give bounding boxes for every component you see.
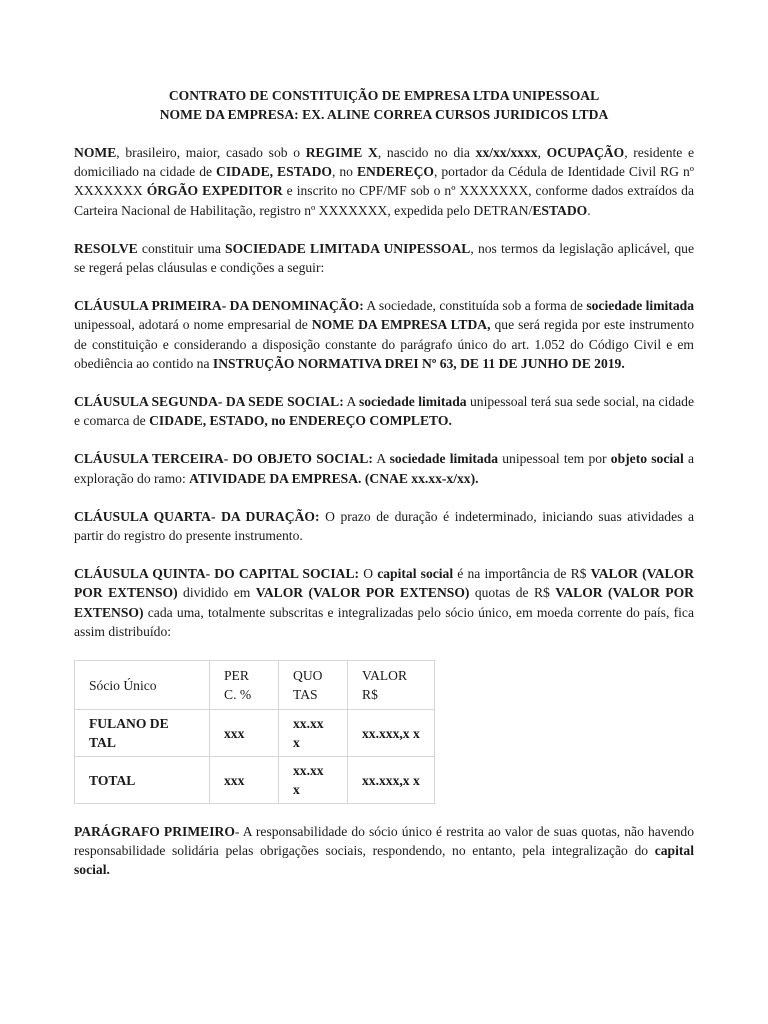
table-header-row bbox=[75, 661, 435, 710]
title-line-1: CONTRATO DE CONSTITUIÇÃO DE EMPRESA LTDA UNIPESSOAL bbox=[168, 88, 600, 103]
table-header-cell: PER C. % bbox=[210, 661, 279, 710]
table-cell: xxx bbox=[210, 710, 279, 757]
bold-text: CIDADE, ESTADO bbox=[216, 164, 332, 180]
text: unipessoal, adotará o nome empresarial de bbox=[74, 317, 312, 333]
table-row bbox=[75, 757, 435, 804]
text: , no bbox=[331, 164, 357, 180]
bold-text: OCUPAÇÃO bbox=[546, 145, 625, 160]
table-cell: xxx bbox=[210, 757, 279, 804]
clause-heading: CLÁUSULA QUARTA- DA DURAÇÃO: bbox=[74, 508, 320, 524]
table-cell: FULANO DE TAL bbox=[75, 710, 210, 757]
bold-text: ESTADO bbox=[532, 202, 588, 218]
bold-text: RESOLVE bbox=[74, 240, 138, 256]
bold-text: sociedade limitada bbox=[586, 298, 694, 314]
text: e inscrito no CPF/MF sob o nº XXXXXXX, conforme dados extraídos da Carteira Nacional de Habilitação, registro nº XXXXXXX, expedida pelo DETRAN/ bbox=[74, 183, 695, 218]
bold-text: VALOR (VALOR POR EXTENSO) bbox=[74, 566, 695, 601]
bold-text: capital social bbox=[377, 566, 454, 582]
bold-text: sociedade limitada bbox=[358, 394, 467, 410]
text: , nascido no dia bbox=[377, 145, 476, 160]
intro-paragraph bbox=[74, 143, 694, 220]
bold-text: ATIVIDADE DA EMPRESA. (CNAE xx.xx-x/xx). bbox=[189, 470, 479, 486]
paragraph-first bbox=[74, 822, 694, 880]
bold-text: ENDEREÇO bbox=[356, 164, 434, 180]
text: , bbox=[537, 145, 547, 160]
document-title bbox=[74, 86, 694, 124]
clause-first bbox=[74, 296, 694, 373]
text: O prazo de duração é indeterminado, iniciando suas atividades a partir do registro do presente instrumento. bbox=[74, 508, 694, 544]
text: que será regida por este instrumento de constituição e considerando a disposição constante do parágrafo único do art. 1.052 do Código Civil e em obediência ao contido na bbox=[74, 317, 694, 371]
bold-text: CIDADE, ESTADO, no ENDEREÇO COMPLETO. bbox=[149, 413, 452, 429]
table-header-cell: QUO TAS bbox=[279, 661, 348, 710]
resolve-paragraph bbox=[74, 239, 694, 277]
text: . bbox=[587, 202, 591, 218]
bold-text: objeto social bbox=[610, 451, 684, 467]
text: A bbox=[343, 394, 359, 410]
text: é na importância de R$ bbox=[453, 566, 591, 582]
clause-heading: CLÁUSULA QUINTA- DO CAPITAL SOCIAL: bbox=[74, 566, 360, 582]
table-cell: TOTAL bbox=[75, 757, 210, 804]
text: constituir uma bbox=[137, 240, 226, 256]
text: , residente e domiciliado na cidade de bbox=[74, 145, 695, 180]
text: dividido em bbox=[177, 585, 256, 601]
text: , nos termos da legislação aplicável, que se regerá pelas cláusulas e condições a seguir: bbox=[74, 240, 695, 276]
table-header-cell: Sócio Único bbox=[75, 661, 210, 710]
bold-text: REGIME X bbox=[305, 145, 378, 160]
title-line-2: NOME DA EMPRESA: EX. ALINE CORREA CURSOS JURIDICOS LTDA bbox=[159, 107, 609, 122]
bold-text: SOCIEDADE LIMITADA UNIPESSOAL bbox=[225, 240, 471, 256]
bold-text: ÓRGÃO EXPEDITOR bbox=[146, 183, 283, 199]
clause-second bbox=[74, 392, 694, 430]
bold-text: INSTRUÇÃO NORMATIVA DREI Nº 63, DE 11 DE JUNHO DE 2019. bbox=[212, 355, 625, 371]
bold-text: NOME DA EMPRESA LTDA, bbox=[311, 317, 491, 333]
clause-heading: CLÁUSULA TERCEIRA- DO OBJETO SOCIAL: bbox=[74, 451, 373, 467]
text: cada uma, totalmente subscritas e integralizadas pelo sócio único, em moeda corrente do país, fica assim distribuído: bbox=[74, 604, 694, 639]
text: unipessoal tem por bbox=[498, 451, 611, 467]
capital-table bbox=[74, 660, 435, 804]
clause-third bbox=[74, 449, 694, 487]
text: quotas de R$ bbox=[469, 585, 556, 601]
clause-fourth bbox=[74, 507, 694, 545]
bold-text: NOME bbox=[74, 145, 117, 160]
table-cell: xx.xx x bbox=[279, 757, 348, 804]
text: A bbox=[372, 451, 390, 467]
bold-text: VALOR (VALOR POR EXTENSO) bbox=[74, 585, 694, 620]
bold-text: VALOR (VALOR POR EXTENSO) bbox=[255, 585, 470, 601]
text: a exploração do ramo: bbox=[74, 451, 694, 486]
bold-text: capital social. bbox=[74, 843, 694, 878]
text: O bbox=[359, 566, 378, 582]
table-cell: xx.xx x bbox=[279, 710, 348, 757]
bold-text: xx/xx/xxxx bbox=[475, 145, 538, 160]
text: unipessoal terá sua sede social, na cidade e comarca de bbox=[74, 394, 694, 429]
table-row bbox=[75, 710, 435, 757]
bold-text: sociedade limitada bbox=[389, 451, 499, 467]
paragraph-heading: PARÁGRAFO PRIMEIRO bbox=[74, 824, 235, 840]
clause-heading: CLÁUSULA PRIMEIRA- DA DENOMINAÇÃO: bbox=[74, 298, 364, 314]
text: - A responsabilidade do sócio único é restrita ao valor de suas quotas, não havendo responsabilidade solidária pelas obrigações sociais, respondendo, no entanto, pela integralização do bbox=[74, 824, 695, 859]
text: A sociedade, constituída sob a forma de bbox=[363, 298, 587, 314]
table-cell: xx.xxx,x x bbox=[348, 757, 435, 804]
table-cell: xx.xxx,x x bbox=[348, 710, 435, 757]
contract-document bbox=[74, 86, 694, 899]
clause-heading: CLÁUSULA SEGUNDA- DA SEDE SOCIAL: bbox=[74, 394, 344, 410]
text: , portador da Cédula de Identidade Civil RG nº XXXXXXX bbox=[74, 164, 695, 199]
table-header-cell: VALOR R$ bbox=[348, 661, 435, 710]
clause-fifth bbox=[74, 564, 694, 641]
text: , brasileiro, maior, casado sob o bbox=[116, 145, 306, 160]
